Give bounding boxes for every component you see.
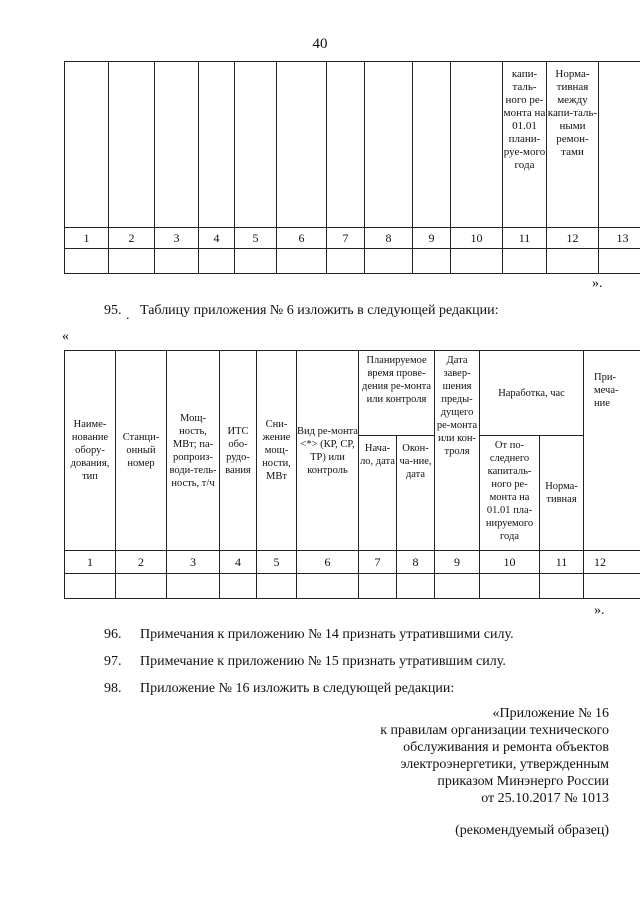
empty-cell xyxy=(109,249,155,274)
header-notes xyxy=(584,351,640,551)
column-number: 10 xyxy=(451,228,503,249)
header-operating-hours: Наработка, час xyxy=(480,351,584,436)
column-number: 7 xyxy=(327,228,365,249)
empty-cell xyxy=(413,249,451,274)
appendix-heading xyxy=(289,705,609,807)
continuation-table xyxy=(64,61,640,274)
column-number: 3 xyxy=(155,228,199,249)
header-end-date: Окон-ча-ние, дата xyxy=(397,436,435,551)
header-power-reduction: Сни-жение мощ-ности, МВт xyxy=(257,351,297,551)
item-98-text: Приложение № 16 изложить в следующей редакции: xyxy=(140,681,455,696)
page-number: 40 xyxy=(312,36,328,52)
column-number: 6 xyxy=(277,228,327,249)
empty-cell xyxy=(257,574,297,599)
header-cell-13 xyxy=(599,62,640,228)
column-number: 3 xyxy=(167,551,220,574)
header-since-capital-repair: От по-следнего капиталь-ного ре-монта на 01.01 пла-нируемого года xyxy=(480,436,540,551)
appendix-line: к правилам организации технического xyxy=(380,723,609,738)
header-cell-2 xyxy=(109,62,155,228)
empty-cell xyxy=(584,574,640,599)
column-number: 6 xyxy=(297,551,359,574)
appendix-line: электроэнергетики, утвержденным xyxy=(400,757,609,772)
empty-cell xyxy=(503,249,547,274)
column-number: 8 xyxy=(397,551,435,574)
empty-cell xyxy=(65,249,109,274)
header-cell-5 xyxy=(235,62,277,228)
column-number: 9 xyxy=(435,551,480,574)
empty-cell xyxy=(547,249,599,274)
column-number: 8 xyxy=(365,228,413,249)
column-number: 4 xyxy=(199,228,235,249)
header-cell-8 xyxy=(365,62,413,228)
item-95-number: 95. xyxy=(104,303,122,318)
closing-quote: ». xyxy=(592,276,603,291)
appendix-line: от 25.10.2017 № 1013 xyxy=(481,791,609,806)
empty-cell xyxy=(359,574,397,599)
header-its: ИТС обо-рудо-вания xyxy=(220,351,257,551)
item-95-dot: . xyxy=(126,308,130,323)
item-98-number: 98. xyxy=(104,681,122,696)
item-95-text: Таблицу приложения № 6 изложить в следующей редакции: xyxy=(140,303,499,318)
header-cell-11: капи-таль-ного ре-монта на 01.01 плани-руе-мого года xyxy=(503,62,547,228)
column-number: 11 xyxy=(540,551,584,574)
empty-cell xyxy=(540,574,584,599)
empty-cell xyxy=(365,249,413,274)
empty-cell xyxy=(65,574,116,599)
appendix-line: обслуживания и ремонта объектов xyxy=(403,740,609,755)
empty-cell xyxy=(297,574,359,599)
header-previous-repair-date: Дата завер-шения преды-дущего ре-монта или кон-троля xyxy=(435,351,480,551)
header-cell-7 xyxy=(327,62,365,228)
opening-quote: « xyxy=(62,329,69,344)
header-cell-4 xyxy=(199,62,235,228)
header-repair-type: Вид ре-монта <*> (КР, СР, ТР) или контроль xyxy=(297,351,359,551)
sample-note: (рекомендуемый образец) xyxy=(455,823,609,838)
empty-cell xyxy=(199,249,235,274)
empty-cell xyxy=(167,574,220,599)
header-planned-time: Планируемое время прове-дения ре-монта или контроля xyxy=(359,351,435,436)
header-notes-label: При-меча-ние xyxy=(594,372,619,409)
empty-cell xyxy=(220,574,257,599)
header-cell-9 xyxy=(413,62,451,228)
column-number: 2 xyxy=(109,228,155,249)
column-number: 1 xyxy=(65,228,109,249)
column-number: 12 xyxy=(584,551,640,574)
item-96-number: 96. xyxy=(104,627,122,642)
item-97-number: 97. xyxy=(104,654,122,669)
empty-cell xyxy=(435,574,480,599)
column-number: 13 xyxy=(599,228,640,249)
item-97-text: Примечание к приложению № 15 признать утратившим силу. xyxy=(140,654,506,669)
column-number: 7 xyxy=(359,551,397,574)
column-number: 1 xyxy=(65,551,116,574)
empty-cell xyxy=(599,249,640,274)
column-number: 4 xyxy=(220,551,257,574)
empty-cell xyxy=(277,249,327,274)
closing-quote: ». xyxy=(594,603,605,618)
header-cell-1 xyxy=(65,62,109,228)
empty-cell xyxy=(235,249,277,274)
empty-cell xyxy=(397,574,435,599)
appendix-6-table xyxy=(64,350,640,599)
header-cell-10 xyxy=(451,62,503,228)
appendix-line: «Приложение № 16 xyxy=(492,706,609,721)
column-number: 2 xyxy=(116,551,167,574)
empty-cell xyxy=(480,574,540,599)
header-cell-3 xyxy=(155,62,199,228)
column-number: 5 xyxy=(235,228,277,249)
column-number: 11 xyxy=(503,228,547,249)
header-cell-6 xyxy=(277,62,327,228)
column-number: 10 xyxy=(480,551,540,574)
empty-cell xyxy=(451,249,503,274)
header-start-date: Нача-ло, дата xyxy=(359,436,397,551)
column-number: 5 xyxy=(257,551,297,574)
item-96-text: Примечания к приложению № 14 признать утратившими силу. xyxy=(140,627,514,642)
appendix-line: приказом Минэнерго России xyxy=(437,774,609,789)
empty-cell xyxy=(155,249,199,274)
header-normative: Норма-тивная xyxy=(540,436,584,551)
header-capacity: Мощ-ность, МВт; па-ропроиз-води-тель-ность, т/ч xyxy=(167,351,220,551)
header-station-number: Станци-онный номер xyxy=(116,351,167,551)
header-cell-12: Норма-тивная между капи-таль-ными ремон-тами xyxy=(547,62,599,228)
empty-cell xyxy=(327,249,365,274)
header-name-type: Наиме-нование обору-дования, тип xyxy=(65,351,116,551)
column-number: 9 xyxy=(413,228,451,249)
column-number: 12 xyxy=(547,228,599,249)
empty-cell xyxy=(116,574,167,599)
